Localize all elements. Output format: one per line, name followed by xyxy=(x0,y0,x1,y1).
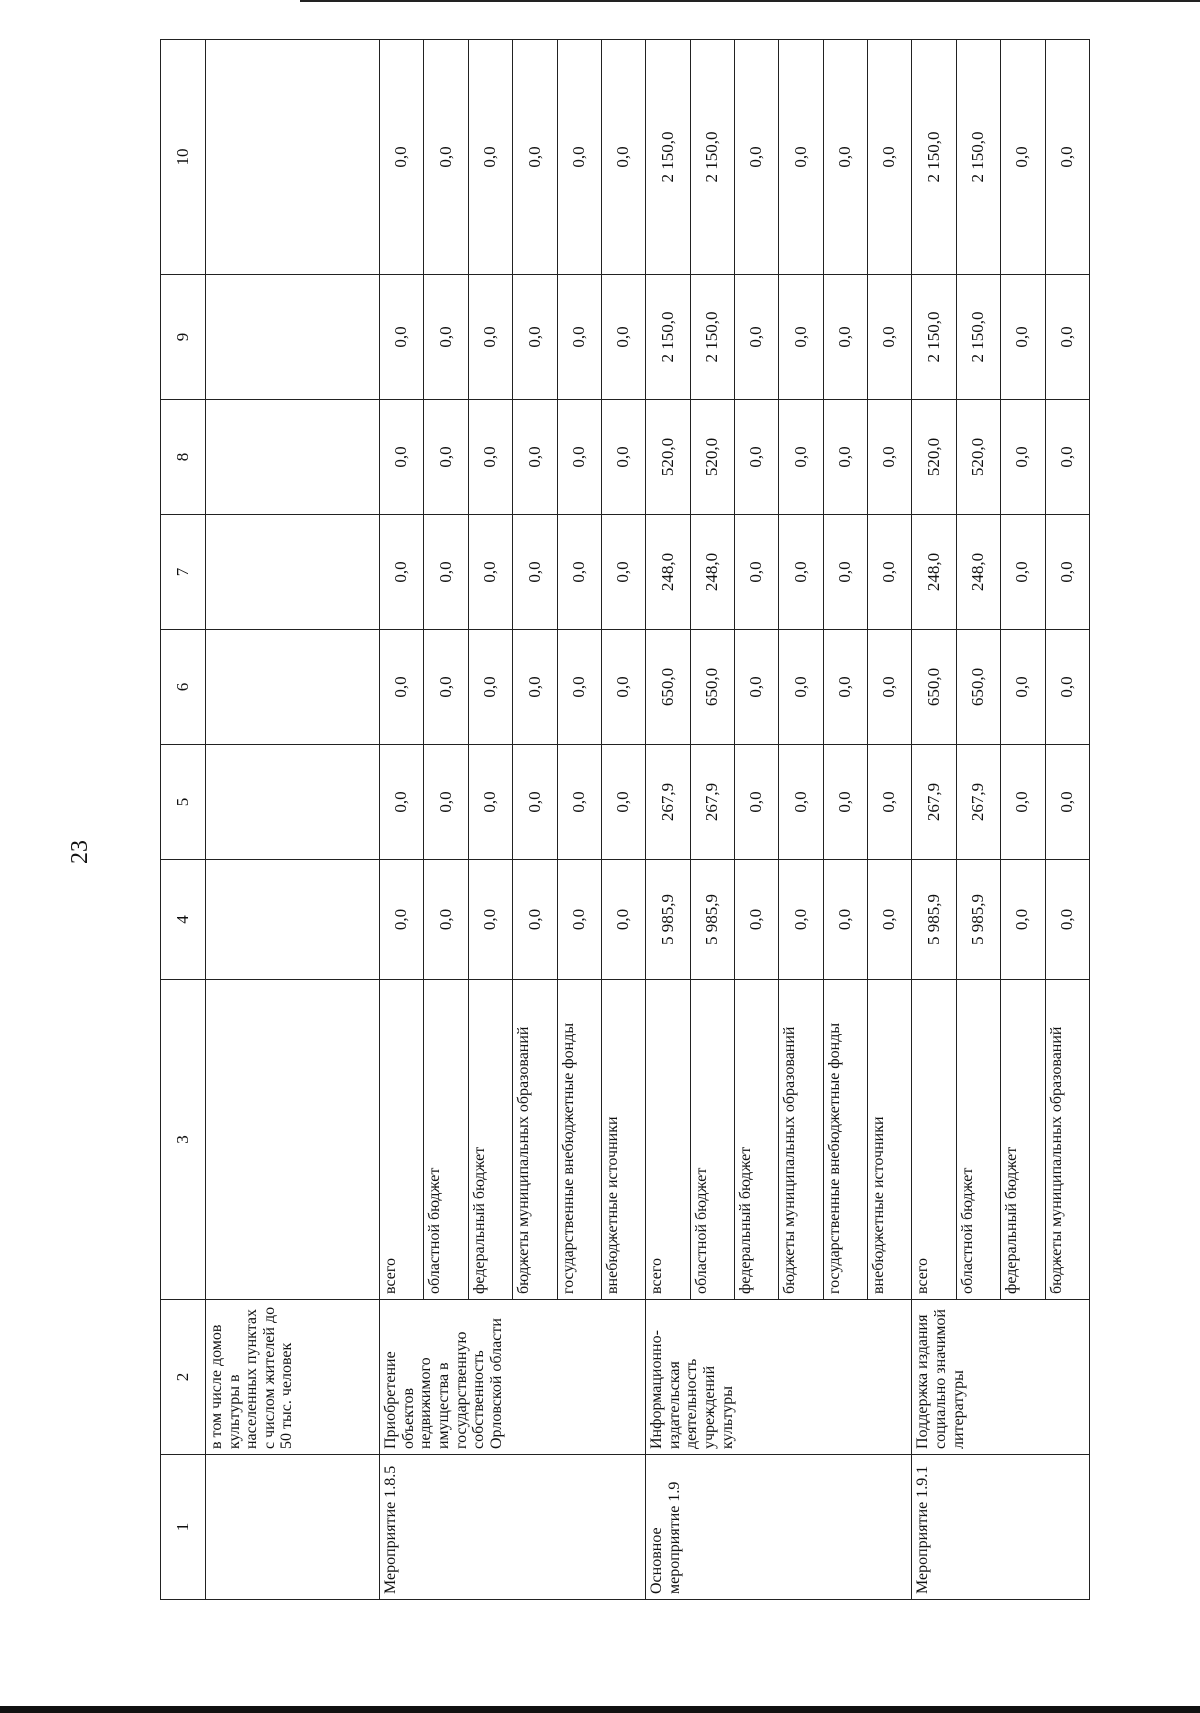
amount-cell: 0,0 xyxy=(601,860,645,980)
amount-cell: 0,0 xyxy=(1001,860,1045,980)
amount-cell: 0,0 xyxy=(380,275,424,400)
amount-cell: 0,0 xyxy=(424,745,468,860)
amount-cell: 248,0 xyxy=(912,515,956,630)
amount-cell: 0,0 xyxy=(868,400,912,515)
amount-cell: 267,9 xyxy=(912,745,956,860)
funding-source: областной бюджет xyxy=(424,980,468,1300)
amount-cell: 0,0 xyxy=(823,275,867,400)
funding-source: бюджеты муниципальных образований xyxy=(513,980,557,1300)
amount-cell: 520,0 xyxy=(690,400,734,515)
amount-cell: 0,0 xyxy=(1001,40,1045,275)
amount-cell: 0,0 xyxy=(513,630,557,745)
funding-source: бюджеты муниципальных образований xyxy=(1045,980,1089,1300)
amount-cell: 0,0 xyxy=(380,860,424,980)
amount-cell: 0,0 xyxy=(823,860,867,980)
amount-cell: 0,0 xyxy=(513,40,557,275)
amount-cell: 0,0 xyxy=(601,400,645,515)
event-name: Информационно-издательская деятельность учреждений культуры xyxy=(646,1300,912,1455)
column-header: 4 xyxy=(161,860,206,980)
amount-cell: 0,0 xyxy=(468,860,512,980)
amount-cell: 267,9 xyxy=(956,745,1000,860)
amount-cell: 0,0 xyxy=(779,515,823,630)
amount-cell: 0,0 xyxy=(424,40,468,275)
amount-cell: 0,0 xyxy=(779,630,823,745)
amount-cell: 0,0 xyxy=(557,515,601,630)
cell-empty xyxy=(206,1455,380,1600)
amount-cell: 0,0 xyxy=(735,745,779,860)
amount-cell: 5 985,9 xyxy=(690,860,734,980)
amount-cell: 0,0 xyxy=(557,40,601,275)
amount-cell: 267,9 xyxy=(690,745,734,860)
amount-cell: 0,0 xyxy=(1045,40,1089,275)
amount-cell: 0,0 xyxy=(1045,275,1089,400)
event-code: Мероприятие 1.8.5 xyxy=(380,1455,646,1600)
amount-cell: 520,0 xyxy=(956,400,1000,515)
amount-cell: 0,0 xyxy=(557,860,601,980)
amount-cell: 650,0 xyxy=(646,630,690,745)
amount-cell: 2 150,0 xyxy=(690,40,734,275)
event-code: Основное мероприятие 1.9 xyxy=(646,1455,912,1600)
event-name: Поддержка издания социально значимой литературы xyxy=(912,1300,1090,1455)
amount-cell: 0,0 xyxy=(779,275,823,400)
cell-empty xyxy=(206,275,380,400)
amount-cell: 5 985,9 xyxy=(956,860,1000,980)
scan-edge-bottom xyxy=(0,1706,1200,1713)
amount-cell: 0,0 xyxy=(513,275,557,400)
amount-cell: 0,0 xyxy=(1001,745,1045,860)
continuation-text: в том числе домов культуры в населенных пунктах с числом жителей до 50 тыс. человек xyxy=(206,1300,380,1455)
funding-source: федеральный бюджет xyxy=(1001,980,1045,1300)
amount-cell: 0,0 xyxy=(424,275,468,400)
amount-cell: 0,0 xyxy=(468,400,512,515)
funding-source: всего xyxy=(912,980,956,1300)
amount-cell: 0,0 xyxy=(868,515,912,630)
column-header: 7 xyxy=(161,515,206,630)
amount-cell: 0,0 xyxy=(468,630,512,745)
funding-source: областной бюджет xyxy=(956,980,1000,1300)
amount-cell: 0,0 xyxy=(557,275,601,400)
cell-empty xyxy=(206,630,380,745)
column-header: 3 xyxy=(161,980,206,1300)
scan-edge-top xyxy=(300,0,1200,2)
funding-source: государственные внебюджетные фонды xyxy=(557,980,601,1300)
amount-cell: 0,0 xyxy=(424,630,468,745)
amount-cell: 0,0 xyxy=(1045,515,1089,630)
amount-cell: 0,0 xyxy=(424,860,468,980)
amount-cell: 0,0 xyxy=(823,400,867,515)
amount-cell: 248,0 xyxy=(956,515,1000,630)
amount-cell: 0,0 xyxy=(601,40,645,275)
amount-cell: 0,0 xyxy=(468,515,512,630)
cell-empty xyxy=(206,400,380,515)
amount-cell: 0,0 xyxy=(380,40,424,275)
amount-cell: 0,0 xyxy=(601,630,645,745)
amount-cell: 0,0 xyxy=(823,40,867,275)
amount-cell: 0,0 xyxy=(1045,400,1089,515)
amount-cell: 0,0 xyxy=(823,515,867,630)
table-body xyxy=(206,40,1090,1600)
amount-cell: 0,0 xyxy=(1001,515,1045,630)
cell-empty xyxy=(206,40,380,275)
amount-cell: 0,0 xyxy=(1045,860,1089,980)
column-header: 5 xyxy=(161,745,206,860)
amount-cell: 5 985,9 xyxy=(912,860,956,980)
budget-table xyxy=(160,39,1090,1600)
amount-cell: 0,0 xyxy=(1001,630,1045,745)
amount-cell: 0,0 xyxy=(601,275,645,400)
amount-cell: 0,0 xyxy=(513,400,557,515)
amount-cell: 650,0 xyxy=(912,630,956,745)
amount-cell: 0,0 xyxy=(557,745,601,860)
event-name: Приобретение объектов недвижимого имущества в государственную собственность Орловской области xyxy=(380,1300,646,1455)
funding-source: всего xyxy=(380,980,424,1300)
amount-cell: 0,0 xyxy=(468,745,512,860)
amount-cell: 0,0 xyxy=(1001,400,1045,515)
amount-cell: 0,0 xyxy=(1001,275,1045,400)
amount-cell: 0,0 xyxy=(468,40,512,275)
cell-empty xyxy=(206,745,380,860)
amount-cell: 0,0 xyxy=(380,515,424,630)
amount-cell: 0,0 xyxy=(468,275,512,400)
cell-empty xyxy=(206,515,380,630)
amount-cell: 0,0 xyxy=(513,860,557,980)
funding-source: внебюджетные источники xyxy=(868,980,912,1300)
amount-cell: 0,0 xyxy=(823,630,867,745)
column-header: 9 xyxy=(161,275,206,400)
amount-cell: 0,0 xyxy=(513,515,557,630)
amount-cell: 650,0 xyxy=(956,630,1000,745)
amount-cell: 0,0 xyxy=(779,400,823,515)
amount-cell: 0,0 xyxy=(601,515,645,630)
amount-cell: 0,0 xyxy=(868,860,912,980)
amount-cell: 0,0 xyxy=(380,400,424,515)
funding-source: областной бюджет xyxy=(690,980,734,1300)
amount-cell: 0,0 xyxy=(424,515,468,630)
cell-empty xyxy=(206,980,380,1300)
column-header: 1 xyxy=(161,1455,206,1600)
funding-source: федеральный бюджет xyxy=(468,980,512,1300)
amount-cell: 0,0 xyxy=(823,745,867,860)
column-header: 6 xyxy=(161,630,206,745)
funding-source: бюджеты муниципальных образований xyxy=(779,980,823,1300)
amount-cell: 248,0 xyxy=(646,515,690,630)
amount-cell: 0,0 xyxy=(868,275,912,400)
amount-cell: 0,0 xyxy=(868,40,912,275)
amount-cell: 0,0 xyxy=(735,40,779,275)
amount-cell: 5 985,9 xyxy=(646,860,690,980)
amount-cell: 0,0 xyxy=(779,745,823,860)
amount-cell: 0,0 xyxy=(868,745,912,860)
amount-cell: 0,0 xyxy=(735,400,779,515)
header-row xyxy=(161,40,206,1600)
continuation-row xyxy=(206,40,380,1600)
column-header: 2 xyxy=(161,1300,206,1455)
amount-cell: 267,9 xyxy=(646,745,690,860)
amount-cell: 0,0 xyxy=(601,745,645,860)
amount-cell: 0,0 xyxy=(868,630,912,745)
amount-cell: 2 150,0 xyxy=(912,275,956,400)
amount-cell: 0,0 xyxy=(557,400,601,515)
event-code: Мероприятие 1.9.1 xyxy=(912,1455,1090,1600)
amount-cell: 0,0 xyxy=(1045,745,1089,860)
amount-cell: 0,0 xyxy=(735,275,779,400)
rotated-table-wrapper xyxy=(160,40,1090,1600)
amount-cell: 2 150,0 xyxy=(956,40,1000,275)
column-header: 8 xyxy=(161,400,206,515)
amount-cell: 2 150,0 xyxy=(956,275,1000,400)
amount-cell: 2 150,0 xyxy=(646,275,690,400)
amount-cell: 0,0 xyxy=(1045,630,1089,745)
page-number: 23 xyxy=(67,840,93,864)
amount-cell: 248,0 xyxy=(690,515,734,630)
funding-source: федеральный бюджет xyxy=(735,980,779,1300)
amount-cell: 0,0 xyxy=(735,630,779,745)
amount-cell: 0,0 xyxy=(380,745,424,860)
amount-cell: 0,0 xyxy=(779,40,823,275)
amount-cell: 0,0 xyxy=(513,745,557,860)
column-header: 10 xyxy=(161,40,206,275)
amount-cell: 2 150,0 xyxy=(690,275,734,400)
amount-cell: 520,0 xyxy=(912,400,956,515)
amount-cell: 650,0 xyxy=(690,630,734,745)
table-row xyxy=(912,40,956,1600)
amount-cell: 0,0 xyxy=(735,515,779,630)
cell-empty xyxy=(206,860,380,980)
amount-cell: 0,0 xyxy=(779,860,823,980)
table-row xyxy=(646,40,690,1600)
amount-cell: 2 150,0 xyxy=(646,40,690,275)
funding-source: всего xyxy=(646,980,690,1300)
amount-cell: 2 150,0 xyxy=(912,40,956,275)
amount-cell: 520,0 xyxy=(646,400,690,515)
funding-source: государственные внебюджетные фонды xyxy=(823,980,867,1300)
table-row xyxy=(380,40,424,1600)
funding-source: внебюджетные источники xyxy=(601,980,645,1300)
amount-cell: 0,0 xyxy=(735,860,779,980)
amount-cell: 0,0 xyxy=(424,400,468,515)
amount-cell: 0,0 xyxy=(557,630,601,745)
amount-cell: 0,0 xyxy=(380,630,424,745)
